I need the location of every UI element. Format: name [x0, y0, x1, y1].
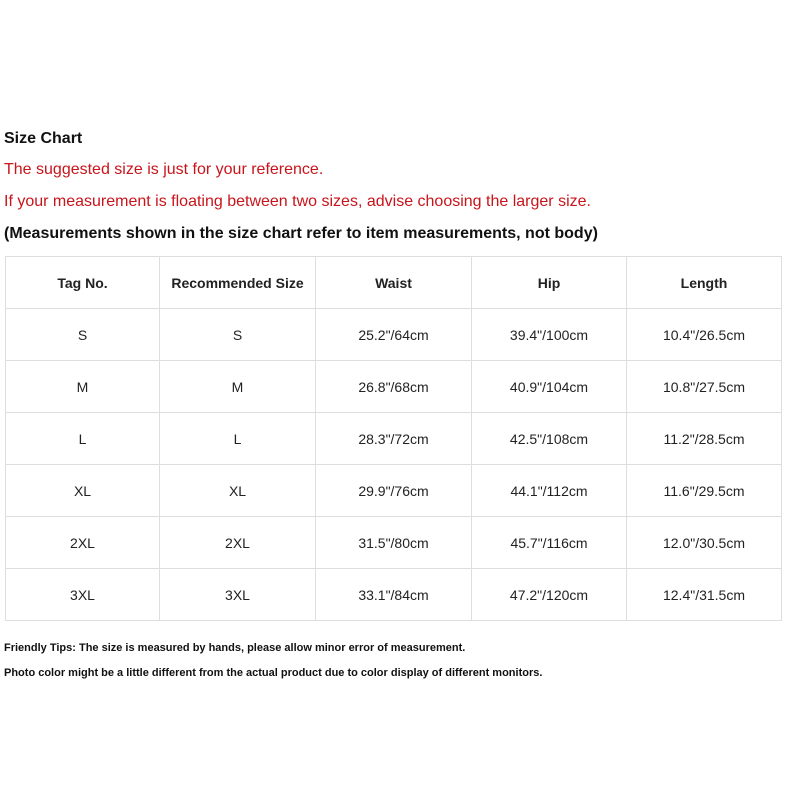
cell-hip: 45.7"/116cm: [472, 517, 627, 569]
header-length: Length: [627, 257, 782, 309]
table-row: [6, 465, 782, 517]
cell-tag-no: L: [6, 413, 160, 465]
cell-hip: 40.9"/104cm: [472, 361, 627, 413]
cell-waist: 31.5"/80cm: [316, 517, 472, 569]
cell-recommended-size: L: [160, 413, 316, 465]
cell-length: 10.4"/26.5cm: [627, 309, 782, 361]
sizing-advice-note: If your measurement is floating between two sizes, advise choosing the larger size.: [4, 193, 591, 210]
measurement-note: (Measurements shown in the size chart refer to item measurements, not body): [4, 225, 598, 242]
cell-tag-no: M: [6, 361, 160, 413]
reference-note: The suggested size is just for your reference.: [4, 161, 324, 178]
header-hip: Hip: [472, 257, 627, 309]
cell-waist: 33.1"/84cm: [316, 569, 472, 621]
cell-waist: 28.3"/72cm: [316, 413, 472, 465]
cell-hip: 39.4"/100cm: [472, 309, 627, 361]
table-row: [6, 309, 782, 361]
friendly-tip: Friendly Tips: The size is measured by hands, please allow minor error of measurement.: [4, 642, 466, 654]
cell-waist: 29.9"/76cm: [316, 465, 472, 517]
cell-waist: 26.8"/68cm: [316, 361, 472, 413]
table-row: [6, 569, 782, 621]
cell-recommended-size: 3XL: [160, 569, 316, 621]
cell-recommended-size: S: [160, 309, 316, 361]
header-waist: Waist: [316, 257, 472, 309]
table-row: [6, 361, 782, 413]
cell-length: 11.2"/28.5cm: [627, 413, 782, 465]
cell-tag-no: S: [6, 309, 160, 361]
size-chart-table: [5, 256, 782, 621]
cell-tag-no: 3XL: [6, 569, 160, 621]
cell-hip: 42.5"/108cm: [472, 413, 627, 465]
cell-tag-no: 2XL: [6, 517, 160, 569]
table-header-row: [6, 257, 782, 309]
cell-length: 12.4"/31.5cm: [627, 569, 782, 621]
cell-recommended-size: 2XL: [160, 517, 316, 569]
cell-length: 10.8"/27.5cm: [627, 361, 782, 413]
table-row: [6, 517, 782, 569]
cell-recommended-size: XL: [160, 465, 316, 517]
page-title: Size Chart: [4, 130, 83, 147]
header-tag-no: Tag No.: [6, 257, 160, 309]
cell-length: 12.0"/30.5cm: [627, 517, 782, 569]
header-recommended-size: Recommended Size: [160, 257, 316, 309]
cell-length: 11.6"/29.5cm: [627, 465, 782, 517]
cell-recommended-size: M: [160, 361, 316, 413]
cell-waist: 25.2"/64cm: [316, 309, 472, 361]
cell-tag-no: XL: [6, 465, 160, 517]
table-row: [6, 413, 782, 465]
cell-hip: 47.2"/120cm: [472, 569, 627, 621]
cell-hip: 44.1"/112cm: [472, 465, 627, 517]
color-tip: Photo color might be a little different from the actual product due to color display of different monitors.: [4, 667, 543, 679]
